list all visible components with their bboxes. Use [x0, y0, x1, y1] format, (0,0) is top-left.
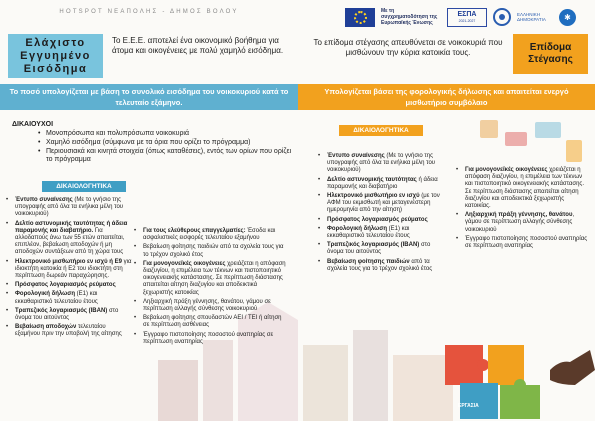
list-item-text: Για αλλοδαπούς άνω των 55 ετών απαιτείται, επιπλέον, βεβαίωση αποδοχών ή μη αποδοχών συντάξεων από τη χώρα τους — [15, 227, 125, 256]
espa-period: 2021-2027 — [458, 19, 476, 23]
list-item-title: Ηλεκτρονικό μισθωτήριο εν ισχύ ή Ε9 — [15, 258, 122, 265]
eee-docs-tag: ΔΙΚΑΙΟΛΟΓΗΤΙΚΑ — [42, 181, 126, 192]
decor-block — [566, 140, 582, 162]
list-item-title: Τραπεζικός λογαριασμός (IBAN) — [15, 307, 108, 314]
list-item — [6, 221, 132, 257]
list-item — [134, 244, 286, 258]
housing-title: Επίδομα Στέγασης — [528, 42, 573, 65]
list-item — [134, 261, 286, 297]
eee-title: Ελάχιστο Εγγυημένο Εισόδημα — [20, 36, 91, 75]
municipality-icon: ✱ — [559, 9, 576, 26]
eee-banner: Το ποσό υπολογίζεται με βάση το συνολικό εισόδημα του νοικοκυριού κατά το τελευταίο εξάμηνο. — [0, 84, 298, 110]
list-item-text: Έγγραφο πιστοποίησης ποσοστού αναπηρίας σε περίπτωση αναπηρίας — [465, 235, 588, 250]
list-item-title: Ηλεκτρονικό μισθωτήριο εν ισχύ — [327, 193, 420, 200]
list-item-title: Για μονογονεϊκές οικογένειες — [465, 167, 548, 173]
list-item-text: ή άδεια παραμονής και διαβατήριο — [327, 176, 438, 190]
list-item-title: Τραπεζικός λογαριασμός (IBAN) — [327, 242, 420, 249]
list-item-text: (Με το γνήσιο της υπογραφής από όλα τα ενήλικα μέλη του νοικοκυριού) — [327, 153, 436, 174]
list-item — [6, 308, 132, 322]
housing-banner: Υπολογίζεται βάσει της φορολογικής δήλωσης και απαιτείται ενεργό μισθωτήριο συμβόλαιο — [298, 84, 595, 110]
list-item-title: Φορολογική δήλωση — [15, 291, 75, 298]
list-item — [134, 228, 286, 242]
list-item-title: Βεβαίωση φοίτησης παιδιών — [327, 258, 410, 265]
list-item-text: στο όνομα του αιτούντος — [15, 307, 119, 322]
list-item: • Μονοπρόσωπα και πολυπρόσωπα νοικοκυριά — [46, 130, 296, 138]
list-item-title: Πρόσφατος λογαριασμός ρεύματος — [327, 216, 428, 223]
list-item-text: (Ε1) και εκκαθαριστικό τελευταίου έτους — [327, 225, 410, 240]
list-item-text: Βεβαίωση φοίτησης παιδιών από τα σχολεία τους για το τρέχον σχολικό έτος — [143, 244, 284, 258]
eu-cofunded-text: Με τη συγχρηματοδότηση της Ευρωπαϊκής Ένωσης — [381, 8, 438, 26]
list-item-title: Ληξιαρχική πράξη γέννησης, θανάτου — [465, 212, 573, 219]
eee-docs-col-1 — [6, 197, 132, 341]
list-item-text: στο όνομα του αιτούντος — [327, 242, 431, 256]
list-item — [456, 212, 590, 234]
housing-docs-col-1 — [318, 153, 446, 275]
list-item: • Περιουσιακά και κινητά στοιχεία (όπως καταθέσεις), εντός των ορίων που ορίζει το πρόγραμμα — [46, 148, 296, 164]
eu-flag-icon — [345, 8, 375, 27]
list-item — [318, 217, 446, 224]
decor-block — [505, 132, 527, 146]
list-item-title: Δελτίο αστυνομικής ταυτότητας — [327, 176, 417, 183]
list-item — [318, 193, 446, 215]
list-item — [6, 259, 132, 281]
list-item-title: Βεβαίωση αποδοχών — [15, 324, 77, 331]
list-item-text: για ιδιοκτήτη κατοικία ή Ε2 του ιδιοκτήτη στη περίπτωση δωρεάν παραχώρησης. — [15, 258, 132, 280]
housing-title-box — [513, 34, 588, 74]
beneficiaries-list — [46, 130, 296, 165]
list-item — [318, 242, 446, 256]
list-item — [134, 299, 286, 313]
list-item-text: Ληξιαρχική πράξη γέννησης, θανάτου, γάμου σε περίπτωση αλλαγής σύνθεσης νοικοκυριού — [143, 298, 271, 313]
list-item-title: Έντυπο συναίνεσης — [15, 197, 73, 203]
list-item-text: (Με το γνήσιο της υπογραφής από όλα τα ενήλικα μέλη του νοικοκυριού) — [15, 197, 124, 218]
eee-docs-col-2 — [134, 228, 286, 348]
list-item-text: Έσοδα και ασφαλιστικές εισφορές τελευταίου εξαμήνου — [143, 228, 276, 242]
list-item — [6, 197, 132, 219]
list-item-text: τελευταίου εξαμήνου πριν την υποβολή της αίτησης — [15, 324, 122, 338]
housing-docs-tag: ΔΙΚΑΙΟΛΟΓΗΤΙΚΑ — [339, 125, 423, 136]
list-item — [456, 236, 590, 250]
list-item — [456, 167, 590, 210]
greek-gov-text: ΕΛΛΗΝΙΚΗ ΔΗΜΟΚΡΑΤΙΑ — [517, 12, 546, 22]
list-item — [318, 153, 446, 175]
eee-intro: Το Ε.Ε.Ε. αποτελεί ένα οικονομικό βοήθημα για άτομα και οικογένειες με πολύ χαμηλό εισόδημα. — [112, 36, 284, 55]
list-item — [318, 226, 446, 240]
list-item — [318, 177, 446, 191]
list-item-title: Για τους ελεύθερους επαγγελματίες: — [143, 228, 246, 234]
list-item-text: Βεβαίωση φοίτησης σπουδαστών ΑΕΙ / ΤΕΙ ή αίτηση σε περίπτωση ασθένειας — [143, 315, 282, 329]
partner-logos — [345, 4, 590, 30]
list-item-title: Φορολογική δήλωση — [327, 225, 387, 232]
list-item — [6, 282, 132, 289]
espa-title: ΕΣΠΑ — [457, 11, 477, 18]
list-item — [6, 291, 132, 305]
list-item-text: χρειάζεται η απόφαση διαζυγίου, η επιμέλεια των τέκνων και πιστοποιητικό οικογενειακής κατάστασης. Σε περίπτωση διάστασης απαιτείται αίτηση διαζυγίου και αποδεικτικά ξεχωριστής κατοικίας — [143, 260, 286, 296]
eee-title-box — [8, 34, 103, 78]
decor-block — [480, 120, 498, 138]
hotspot-header: HOTSPOT ΝΕΑΠΟΛΗΣ - ΔΗΜΟΣ ΒΟΛΟΥ — [59, 9, 239, 15]
housing-docs-col-2 — [456, 167, 590, 252]
list-item — [318, 259, 446, 273]
list-item — [134, 315, 286, 329]
list-item-title: Πρόσφατος λογαριασμός ρεύματος — [15, 282, 116, 289]
greek-gov-icon — [493, 8, 511, 26]
list-item-text: (Ε1) και εκκαθαριστικό τελευταίου έτους — [15, 291, 98, 305]
list-item: • Χαμηλό εισόδημα (σύμφωνα με τα όρια που ορίζει το πρόγραμμα) — [46, 139, 296, 147]
espa-logo — [447, 8, 487, 27]
list-item-text: από τα σχολεία τους για το τρέχον σχολικό έτος — [327, 258, 433, 272]
beneficiaries-heading: ΔΙΚΑΙΟΥΧΟΙ — [12, 121, 54, 128]
hand-illustration — [545, 340, 595, 390]
list-item-text: Έγγραφο πιστοποίησης ποσοστού αναπηρίας σε περίπτωση αναπηρίας — [143, 331, 274, 345]
list-item-text: χρειάζεται η απόφαση διαζυγίου, η επιμέλεια των τέκνων και πιστοποιητικό οικογενειακής κατάστασης. Σε περίπτωση διάστασης απαιτείται αίτηση διαζυγίου και αποδεικτικά ξεχωριστής κατοικίας. — [465, 167, 584, 210]
list-item-title: Για μονογονεϊκές οικογένειες — [143, 260, 226, 267]
list-item — [134, 332, 286, 346]
list-item — [6, 324, 132, 338]
decor-block — [535, 122, 561, 138]
list-item-text: , γάμου σε περίπτωση αλλαγής σύνθεσης νοικοκυριού — [465, 212, 575, 233]
list-item-text: (με τον ΑΦΜ του εκμισθωτή και μεταγενέστερη ημερομηνία από την αίτηση) — [327, 193, 440, 214]
list-item-title: Δελτίο αστυνομικής ταυτότητας ή άδεια παραμονής και διαβατήριο. — [15, 220, 128, 234]
housing-intro: Το επίδομα στέγασης απευθύνεται σε νοικοκυριά που μισθώνουν την κύρια κατοικία τους. — [313, 38, 503, 57]
list-item-title: Έντυπο συναίνεσης — [327, 153, 385, 159]
puzzle-label: ΕΡΓΑΣΙΑ — [458, 403, 479, 409]
